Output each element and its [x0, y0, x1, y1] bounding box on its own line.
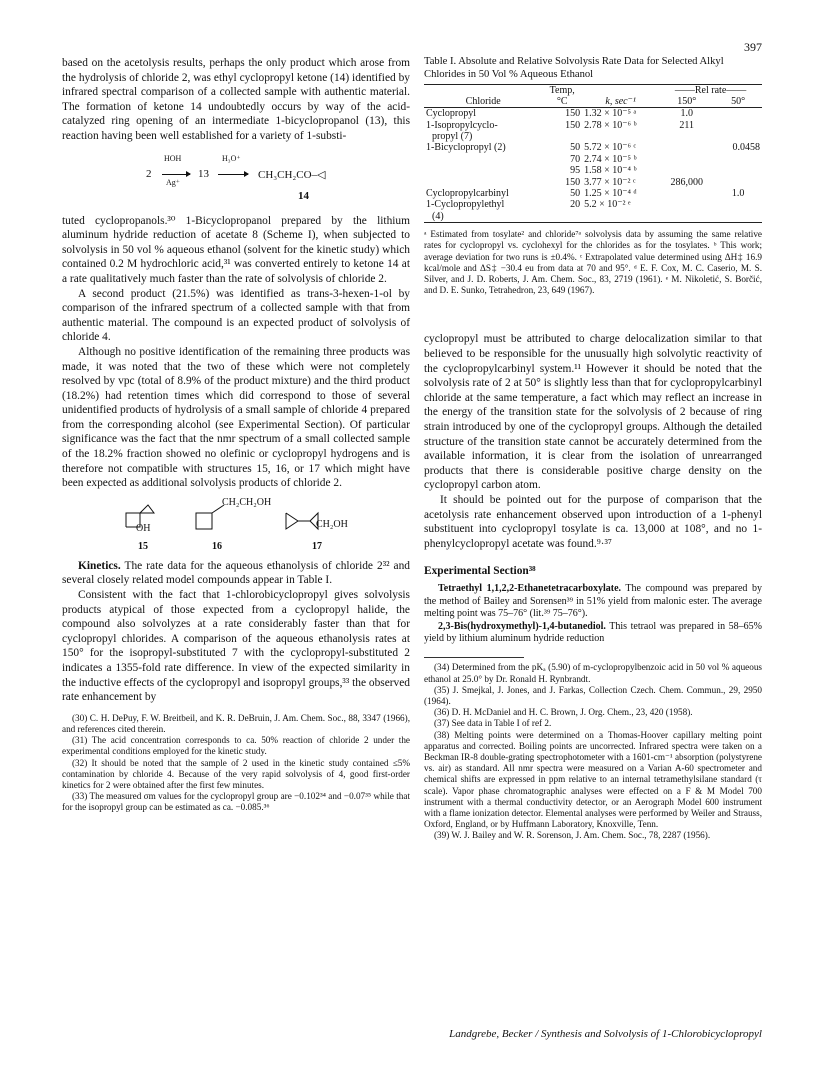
exp1-text: The compound was prepared by the method of Bailey and Sorensen³⁹ in 51% yield from malonic ester. The average melting point was 75–76° (lit.³⁹ 75–76°). — [424, 583, 762, 620]
rate-data-table — [424, 84, 762, 223]
cell-k: 2.78 × 10⁻⁶ ᵇ — [584, 119, 637, 131]
table-row — [424, 177, 762, 188]
structure-17-label: 17 — [312, 540, 322, 552]
structure-15-label: 15 — [138, 540, 148, 552]
cell-rel-50: 1.0 — [731, 188, 745, 200]
footnote-32: (32) It should be noted that the sample of 2 used in the kinetic study contained ≤5% contamination by chloride 4. Because of the very rapid solvolysis of 4, good first-order kinetics for 2 were obtained after the first few minutes. — [62, 757, 410, 790]
footnote-36: (36) D. H. McDaniel and H. C. Brown, J. Org. Chem., 23, 420 (1958). — [434, 707, 693, 718]
structure-16-label: 16 — [212, 540, 222, 552]
cell-chloride: 1-Bicyclopropyl (2) — [426, 142, 506, 154]
scheme-intermediate: 13 — [198, 167, 209, 180]
footnote-31: (31) The acid concentration corresponds to ca. 50% reaction of chloride 2 under the experimental conditions employed for the kinetic study. — [62, 735, 410, 757]
footnote-30: (30) C. H. DePuy, F. W. Breitbeil, and K. R. DeBruin, J. Am. Chem. Soc., 88, 3347 (1966), and references cited therein. — [62, 712, 410, 734]
structures-figure — [62, 497, 410, 555]
table-row — [424, 211, 762, 223]
table-row — [424, 142, 762, 153]
reaction-arrow-1 — [162, 174, 190, 175]
cell-k: 5.2 × 10⁻² ᵉ — [584, 199, 631, 211]
footnote-38: (38) Melting points were determined on a Thomas-Hoover capillary melting point apparatus and corrected. Boiling points are uncorrected. Infrared spectra were taken on a Beckman IR-8 double-grating spectrophotometer with a 1601-cm⁻¹ absorption (polystyrene vs. air) as standard. All nmr spectra were measured on a Varian A-60 spectrometer and chemical shifts are expressed in ppm relative to an internal tetramethylsilane standard (τ scale). Vapor phase chromatographic analyses were effected on a F & M Model 700 instrument with a thermal conductivity detector, or an Aerograph Model 600 instrument with a flame ionization detector. Elemental analyses were performed by Weiler and Strauss, Oxford, England, or by Huffmann Laboratory, Knoxville, Tenn. — [424, 729, 762, 830]
header-chloride: Chloride — [424, 96, 542, 108]
cell-chloride: propyl (7) — [432, 131, 473, 142]
cell-temp: 150 — [565, 119, 581, 131]
cell-k: 3.77 × 10⁻² ᶜ — [584, 176, 636, 188]
header-temp: Temp, — [542, 85, 582, 97]
cell-k: 1.58 × 10⁻⁴ ᵇ — [584, 165, 637, 177]
cell-rel-50: 0.0458 — [732, 142, 760, 154]
scheme-reagent-1-bottom: Ag⁺ — [166, 177, 180, 187]
cell-temp — [542, 211, 582, 223]
cell-rel-150: 211 — [679, 119, 695, 131]
reaction-arrow-2 — [218, 174, 248, 175]
table-title: Table I. Absolute and Relative Solvolysis Rate Data for Selected Alkyl Chlorides in 50 Vol % Aqueous Ethanol — [424, 56, 724, 80]
kinetics-paragraph — [62, 559, 410, 588]
table-header-row-1 — [424, 85, 762, 97]
left-footnotes — [62, 713, 410, 814]
cell-rel-50 — [714, 211, 762, 223]
experimental-paragraph-2 — [424, 621, 762, 646]
table-notes: ᵃ Estimated from tosylate² and chloride⁷ᵃ solvolysis data by assuming the same relative rates for cyclopropyl vs. cyclohexyl for the chlorides as for the tosylates. ᵇ This work; average deviation for two runs is ±0.4%. ᶜ Extrapolated value determined using ΔH‡ 16.9 kcal/mole and ΔS‡ −30.4 eu from data at 70 and 95°. ᵈ E. F. Cox, M. C. Caserio, M. S. Silver, and J. D. Roberts, J. Am. Chem. Soc., 83, 2719 (1961). ᵉ M. Nikoletić, S. Borčić, and D. E. Sunko, Tetrahedron, 23, 649 (1967). — [424, 229, 762, 296]
header-blank-2 — [582, 85, 659, 97]
cell-rel-50 — [714, 154, 762, 165]
scheme-reagent-2-top: H₃O⁺ — [222, 153, 241, 163]
cell-k: 1.32 × 10⁻⁵ ᵃ — [584, 108, 637, 120]
cell-k: 2.74 × 10⁻⁵ ᵇ — [584, 153, 637, 165]
cell-rel-150 — [659, 131, 714, 142]
cell-rel-150: 286,000 — [670, 176, 703, 188]
left-paragraph-4: Although no positive identification of the remaining three products was made, it was noted that the two of these which were not completely resolved by vpc (total of 8.9% of the product mixture) and the third product (18.2%) had retention times which did correspond to those of several unidentified products of hydrolysis of a small sample of chloride 4 prepared from the corresponding alcohol (see Experimental Section). Of particular significance was the fact that the nmr spectrum of a small collected sample of the 18.2% fraction showed no olefinic or cyclopropyl hydrogens and is therefore not compatible with structures 15, 16, or 17 which might have been expected as additional solvolysis products of chloride 2. — [62, 345, 410, 490]
cell-temp: 50 — [570, 142, 581, 154]
experimental-heading: Experimental Section³⁸ — [424, 565, 536, 578]
cell-chloride: (4) — [424, 211, 542, 223]
footnote-35: (35) J. Smejkal, J. Jones, and J. Farkas, Collection Czech. Chem. Commun., 29, 2950 (1964). — [424, 684, 762, 707]
cell-temp: 95 — [570, 165, 581, 177]
exp2-text: This tetraol was prepared in 58–65% yield by lithium aluminum hydride reduction — [424, 620, 762, 644]
cell-k: 5.72 × 10⁻⁶ ᶜ — [584, 142, 637, 154]
cell-rel-50 — [714, 131, 762, 142]
cell-rel-50 — [714, 177, 762, 188]
right-column — [424, 56, 762, 842]
right-footnotes — [424, 657, 762, 841]
page-number: 397 — [744, 40, 762, 54]
table-header-row-2 — [424, 96, 762, 108]
cell-temp — [542, 131, 582, 142]
kinetics-text: The rate data for the aqueous ethanolysis of chloride 2³² and several closely related model compounds appear in Table I. — [62, 559, 410, 587]
footnote-33: (33) The measured σm values for the cyclopropyl group are −0.102³⁴ and −0.07³⁵ while that for the isopropyl group can be estimated as ca. −0.085.³⁶ — [62, 791, 410, 813]
footnote-37: (37) See data in Table I of ref 2. — [434, 718, 552, 729]
cell-chloride — [424, 154, 542, 165]
cell-temp: 150 — [565, 176, 581, 188]
cell-rel-50 — [714, 108, 762, 120]
cell-rel-150: 1.0 — [680, 108, 693, 120]
cell-temp: 150 — [565, 108, 581, 120]
cell-chloride: Cyclopropyl — [426, 108, 476, 120]
cell-rel-150 — [659, 199, 714, 210]
cell-rel-150 — [659, 142, 714, 153]
cell-rel-150 — [659, 165, 714, 176]
cell-chloride: 1-Cyclopropylethyl — [426, 199, 505, 211]
cell-temp: 20 — [570, 199, 581, 211]
cell-rel-150 — [659, 211, 714, 223]
cell-k — [582, 211, 659, 223]
right-paragraph-1: cyclopropyl must be attributed to charge delocalization similar to that believed to be responsible for the unusually high solvolytic reactivity of the cyclopropylcarbinyl system.¹¹ However it should be noted that the solvolysis rate of 2 at 50° is slightly less than that for cyclopropylcarbinyl chloride at the same temperature, a fact which may reflect an increase in the energy of the transition state for the solvolysis of 2 because of ring strain introduced by one of the cyclopropyl groups. Although the detailed structure of the transition state cannot be accurately determined from the available information, it is clear from the isolation of unrearranged products that there is considerable positive charge density on the cyclopropyl carbon atom. — [424, 333, 762, 492]
cell-k — [582, 131, 659, 142]
cell-chloride — [424, 165, 542, 176]
scheme-reactant: 2 — [146, 167, 152, 180]
left-paragraph-2: tuted cyclopropanols.³⁰ 1-Bicyclopropanol prepared by the lithium aluminum hydride reduction of acetate 8 (Scheme I), when subjected to solvolysis in 50 vol % aqueous ethanol (solvent for the kinetic study) which contained 0.2 M hydrochloric acid,³¹ was converted entirely to ketone 14 at a rate qualitatively much faster than the rate of solvolysis of chloride 2. — [62, 214, 410, 285]
table-row — [424, 188, 762, 199]
cell-temp: 70 — [570, 153, 581, 165]
cell-chloride — [424, 177, 542, 188]
scheme-reagent-1-top: HOH — [164, 153, 182, 163]
running-footer: Landgrebe, Becker / Synthesis and Solvolysis of 1-Chlorobicyclopropyl — [449, 1028, 762, 1040]
experimental-paragraph-1 — [424, 583, 762, 620]
table-row — [424, 108, 762, 120]
table-row — [424, 154, 762, 165]
left-paragraph-3: A second product (21.5%) was identified as trans-3-hexen-1-ol by comparison of the infrared spectrum of a collected sample with that from authentic material. The compound is an expected product of solvolysis of chloride 4. — [62, 287, 410, 344]
kinetics-heading: Kinetics. — [78, 559, 121, 572]
header-rel-rate: ——Rel rate—— — [659, 85, 762, 97]
footnote-39: (39) W. J. Bailey and W. R. Sorenson, J. Am. Chem. Soc., 78, 2287 (1956). — [434, 830, 711, 841]
cell-rel-50 — [714, 120, 762, 131]
cell-rel-50 — [714, 199, 762, 210]
left-column — [62, 56, 410, 814]
cell-rel-150 — [659, 154, 714, 165]
footnote-rule — [424, 657, 524, 658]
cell-rel-150 — [659, 188, 714, 199]
structure-17-substituent: CH₂OH — [316, 518, 348, 530]
cell-rel-50 — [714, 165, 762, 176]
reaction-scheme — [62, 148, 410, 210]
left-paragraph-1: based on the acetolysis results, perhaps the only product which arose from the hydrolysis of chloride 2, was ethyl cyclopropyl ketone (14) identified by infrared spectral comparison of a collected sample with authentic material. The formation of ketone 14 undoubtedly occurs by way of the acid-catalyzed ring opening of an intermediate 1-bicyclopropanol (13), this reaction having been well established for a variety of 1-substi- — [62, 57, 410, 142]
exp2-heading: 2,3-Bis(hydroxymethyl)-1,4-butanediol. — [438, 620, 606, 632]
cell-temp: 50 — [570, 188, 581, 200]
table-row — [424, 165, 762, 176]
left-paragraph-6: Consistent with the fact that 1-chlorobicyclopropyl gives solvolysis products atypical of those expected from a cyclopropyl halide, the compound also solvolyzes at a rate considerably faster than that for cyclopropyl chlorides. A comparison of the aqueous ethanolysis rates at 150° for the isopropyl-substituted 7 with the cyclopropyl-substituted 2 indicates a 1355-fold rate difference. In view of the expected similarity in the inductive effects of the cyclopropyl and isopropyl groups,³³ the observed rate enhancement by — [62, 589, 410, 704]
right-paragraph-2: It should be pointed out for the purpose of comparison that the acetolysis rate enhancement observed upon introduction of a 1-phenyl substituent into cyclopropyl tosylate is ca. 13,000 at 108°, and no 1-phenylcyclopropyl acetate was found.⁹·³⁷ — [424, 494, 762, 550]
cell-chloride: 1-Isopropylcyclo- — [426, 119, 498, 131]
table-row — [424, 120, 762, 131]
cell-k: 1.25 × 10⁻⁴ ᵈ — [584, 188, 637, 200]
structure-16-substituent: CH₂CH₂OH — [222, 496, 272, 508]
header-temp-unit: °C — [542, 96, 582, 108]
table-row — [424, 199, 762, 210]
scheme-product: CH₃CH₂CO–◁ — [258, 168, 326, 181]
table-row — [424, 131, 762, 142]
header-rel-150: 150° — [659, 96, 714, 108]
header-rel-50: 50° — [714, 96, 762, 108]
cell-chloride: Cyclopropylcarbinyl — [426, 188, 509, 200]
footnote-34: (34) Determined from the pKₐ (5.90) of m-cyclopropylbenzoic acid in 50 vol % aqueous ethanol at 25.0° by Dr. Ronald H. Rynbrandt. — [424, 662, 762, 684]
structure-15-substituent: OH — [136, 522, 151, 534]
header-blank — [424, 85, 542, 97]
exp1-heading: Tetraethyl 1,1,2,2-Ethanetetracarboxylate. — [438, 583, 622, 595]
header-k: k, sec⁻¹ — [582, 96, 659, 108]
scheme-product-label: 14 — [298, 189, 309, 202]
